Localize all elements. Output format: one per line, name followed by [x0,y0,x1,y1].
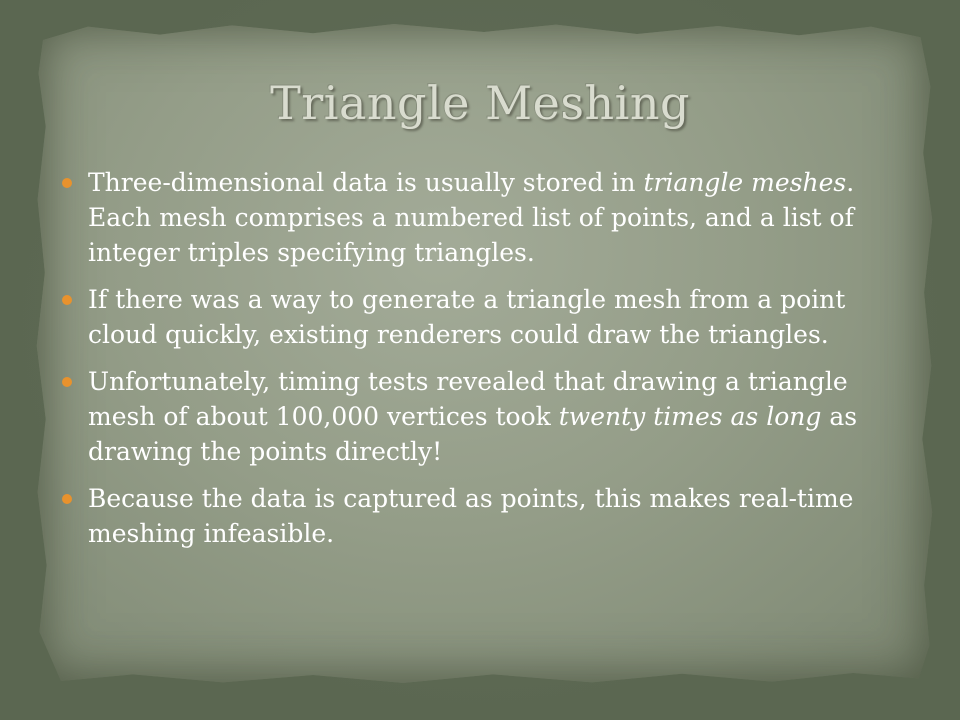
bullet-dot-icon [62,377,72,387]
bullet-text-segment: If there was a way to generate a triangle mesh from a point cloud quickly, existing renderers could draw the triangles. [88,285,846,349]
bullet-text-segment: as drawing the points directly! [88,402,858,466]
bullet-text-italic: triangle meshes [643,168,847,197]
bullet-item [62,481,892,551]
bullet-text-italic: twenty times as long [558,402,822,431]
bullet-dot-icon [62,494,72,504]
bullet-item [62,165,892,270]
bullet-dot-icon [62,178,72,188]
bullet-text-segment: . Each mesh comprises a numbered list of points, and a list of integer triples specifying triangles. [88,168,855,267]
bullet-list [62,165,892,563]
bullet-item [62,364,892,469]
bullet-text-segment: Unfortunately, timing tests revealed that drawing a triangle mesh of about 100,000 vertices took [88,367,848,431]
bullet-text-segment: Because the data is captured as points, this makes real-time meshing infeasible. [88,484,854,548]
bullet-text-segment: Three-dimensional data is usually stored in [88,168,644,197]
bullet-dot-icon [62,295,72,305]
slide-title: Triangle Meshing [270,76,690,130]
bullet-item [62,282,892,352]
